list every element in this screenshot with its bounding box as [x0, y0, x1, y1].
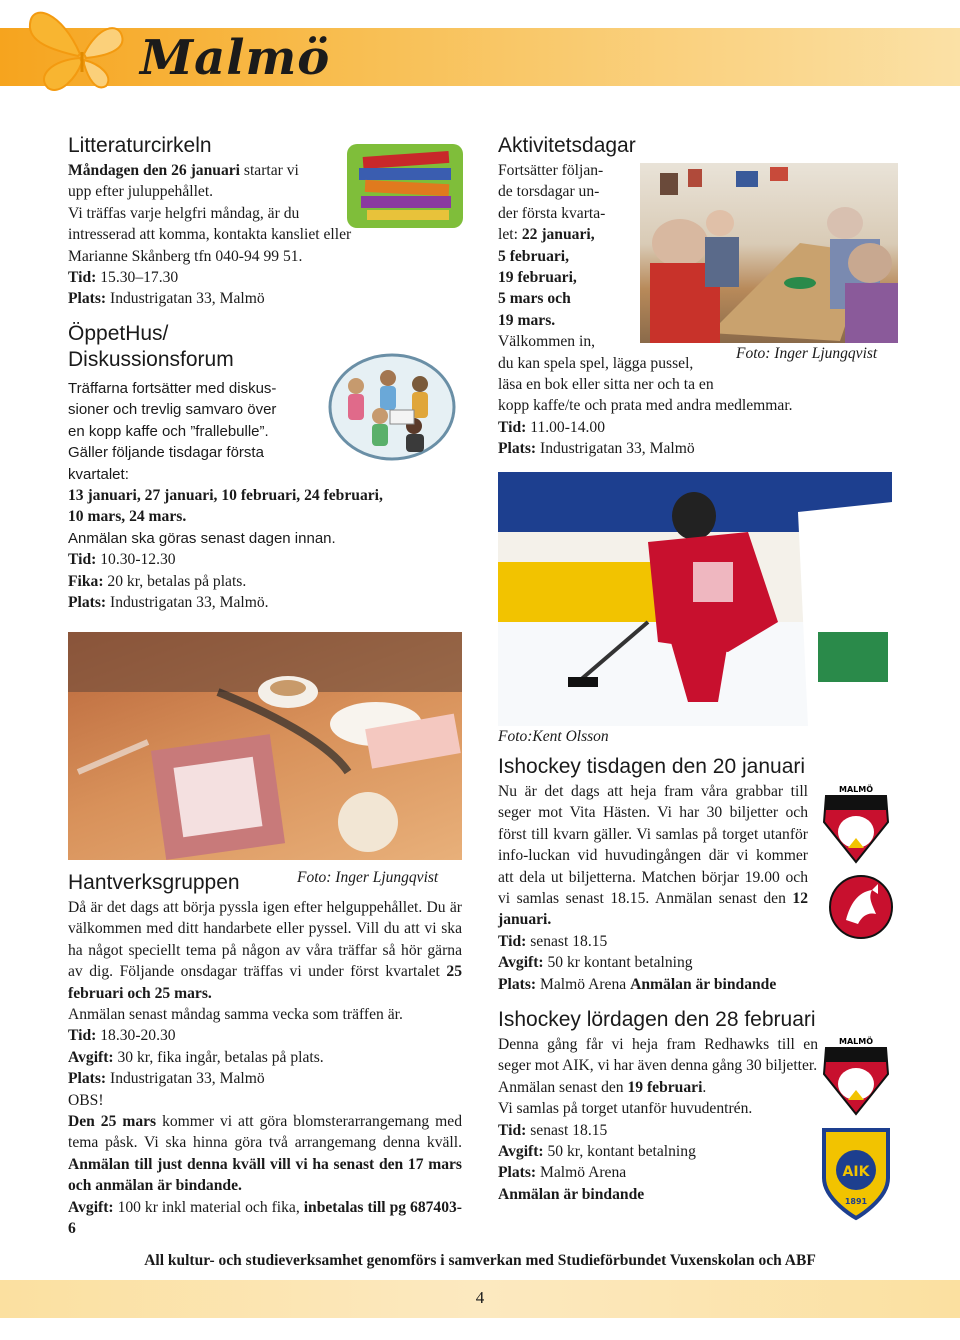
ish2-text: Vi samlas på torget utanför huvudentrén. [498, 1100, 753, 1118]
hant-obs: OBS! [68, 1091, 104, 1109]
footer-note: All kultur- och studieverksamhet genomförs i samverkan med Studieförbundet Vuxenskolan och ABF [144, 1252, 816, 1269]
label: Tid: [498, 932, 527, 950]
books-illustration [345, 140, 465, 230]
vita-hasten-logo-icon [828, 874, 894, 940]
label: Plats: [68, 290, 107, 308]
opp-text: Gäller följande tisdagar första [68, 444, 264, 462]
ish1-time: senast 18.15 [526, 932, 608, 950]
opp-text: Anmälan ska göras senast dagen innan. [68, 529, 336, 547]
activity-photo [640, 163, 898, 343]
lit-text: Marianne Skånberg tfn 040-94 99 51. [68, 247, 303, 265]
label: Tid: [498, 1121, 527, 1139]
ish2-fee: 50 kr, kontant betalning [543, 1143, 696, 1161]
lit-text: Vi träffas varje helgfri måndag, är du [68, 204, 300, 222]
lit-text: upp efter juluppehållet. [68, 183, 214, 201]
aik-logo-year: 1891 [844, 1197, 868, 1206]
hant-dates: 25 februari och 25 mars. [68, 963, 462, 1002]
ishockey-feb-title: Ishockey lördagen den 28 februari [498, 1008, 816, 1031]
hant-bold: Den 25 mars [68, 1113, 157, 1131]
hockey-photo-caption: Foto:Kent Olsson [498, 728, 609, 745]
opp-text: en kopp kaffe och ”frallebulle”. [68, 422, 269, 440]
lit-time: 15.30–17.30 [96, 269, 179, 287]
opp-fika: 20 kr, betalas på plats. [103, 572, 247, 590]
ish1-binding: Anmälan är bindande [630, 975, 777, 993]
opp-dates: 13 januari, 27 januari, 10 februari, 24 februari, [68, 487, 383, 505]
lit-date: Måndagen den 26 januari [68, 162, 240, 179]
akt-date: 19 februari, [498, 269, 577, 287]
label: Tid: [68, 269, 97, 287]
akt-date: 19 mars. [498, 311, 556, 329]
opp-place: Industrigatan 33, Malmö. [106, 594, 269, 612]
label: Tid: [68, 1027, 97, 1045]
opp-text: Träffarna fortsätter med diskus- [68, 380, 277, 397]
lit-text: intresserad att komma, kontakta kansliet eller [68, 226, 352, 244]
ish1-text: Nu är det dags att heja fram våra grabbar till seger mot Vita Hästen. Vi har 30 biljetter och först till kvarn gäller. Vi samlas på torget utanför info-luckan vid huvudingången där vi kommer att dela ut biljetterna. Matchen börjar 19.00 och vi samlas senast 18.15. Anmälan senast den [498, 783, 808, 908]
hant-text: Anmälan senast måndag samma vecka som träffen är. [68, 1006, 403, 1024]
hant-bold: Anmälan till just denna kväll vill vi ha senast den 17 mars och anmälan är bindande. [68, 1155, 462, 1195]
hantverksgruppen-title: Hantverksgruppen [68, 871, 240, 894]
lit-text: startar vi [240, 162, 299, 179]
redhawks-logo-text: MALMÖ [838, 1037, 874, 1046]
akt-text: Välkommen in, [498, 333, 596, 351]
ishockey-jan-section [498, 755, 808, 995]
ishockey-feb-section [498, 1008, 818, 1205]
label: Avgift: [68, 1048, 114, 1066]
label: Plats: [498, 975, 537, 993]
akt-text: kopp kaffe/te och prata med andra medlemmar. [498, 397, 793, 415]
ish1-fee: 50 kr kontant betalning [543, 954, 693, 972]
hant-text: 100 kr inkl material och fika, [113, 1198, 304, 1216]
oppethus-title-1: ÖppetHus/ [68, 322, 169, 345]
akt-place: Industrigatan 33, Malmö [536, 440, 695, 458]
handicraft-photo [68, 632, 462, 860]
akt-date: 5 februari, [498, 247, 570, 265]
opp-time: 10.30-12.30 [96, 551, 176, 569]
aktivitetsdagar-title: Aktivitetsdagar [498, 134, 636, 157]
hant-fee: 30 kr, fika ingår, betalas på plats. [113, 1048, 324, 1066]
akt-text: de torsdagar un- [498, 183, 600, 201]
akt-date: 22 januari, [521, 226, 595, 244]
opp-dates: 10 mars, 24 mars. [68, 508, 187, 526]
hant-text: kommer vi att göra blomsterarrangemang med tema påsk. Vi ska hinna göra två arrangemang denna kväll. [68, 1113, 462, 1152]
akt-date: 5 mars och [498, 290, 571, 308]
butterfly-icon [22, 2, 142, 94]
akt-text: Fortsätter följan- [498, 162, 604, 179]
hant-text: Då är det dags att börja pyssla igen efter helguppehållet. Du är välkommen med ditt handarbete eller pyssel. Vill du att vi ska ha något speciellt tema på någon av våra träffar så hör gärna av dig. Följande onsdagar träffas vi under först kvartalet [68, 899, 462, 981]
hant-bold: inbetalas till pg 687403-6 [68, 1198, 462, 1238]
label: Plats: [498, 440, 537, 458]
ish1-place: Malmö Arena [536, 975, 631, 993]
aik-logo-text: AIK [842, 1164, 870, 1180]
ish2-time: senast 18.15 [526, 1121, 608, 1139]
label: Tid: [498, 418, 527, 436]
ishockey-jan-title: Ishockey tisdagen den 20 januari [498, 755, 806, 778]
label: Avgift: [68, 1198, 114, 1216]
hantverksgruppen-section [68, 871, 462, 1240]
label: Plats: [498, 1164, 537, 1182]
ish2-text: . [702, 1078, 707, 1096]
redhawks-logo-text: MALMÖ [838, 785, 874, 794]
akt-text: du kan spela spel, lägga pussel, [498, 354, 694, 372]
opp-text: kvartalet: [68, 465, 129, 483]
activity-photo-caption: Foto: Inger Ljungqvist [736, 345, 878, 362]
akt-text: der första kvarta- [498, 204, 606, 222]
ish2-place: Malmö Arena [536, 1164, 627, 1182]
akt-text: läsa en bok eller sitta ner och ta en [498, 376, 714, 394]
litteraturcirkeln-title: Litteraturcirkeln [68, 134, 212, 157]
label: Fika: [68, 572, 104, 590]
label: Tid: [68, 551, 97, 569]
redhawks-logo-icon [818, 782, 894, 864]
aik-logo-icon [818, 1126, 894, 1222]
ish2-text: Denna gång får vi heja fram Redhawks till en seger mot AIK, vi har även denna gång 30 biljetter. [498, 1036, 818, 1075]
redhawks-logo-icon [818, 1034, 894, 1116]
label: Plats: [68, 1070, 107, 1088]
hockey-photo [498, 472, 892, 726]
akt-text: let: [498, 226, 522, 244]
ish2-binding: Anmälan är bindande [498, 1185, 645, 1203]
page-title: Malmö [140, 30, 331, 86]
page-number: 4 [475, 1288, 485, 1307]
hant-place: Industrigatan 33, Malmö [106, 1070, 265, 1088]
handicraft-photo-caption: Foto: Inger Ljungqvist [297, 869, 439, 886]
opp-text: sioner och trevlig samvaro över [68, 401, 277, 419]
label: Avgift: [498, 1143, 544, 1161]
ish2-date: 19 februari [627, 1078, 703, 1096]
lit-place: Industrigatan 33, Malmö [106, 290, 265, 308]
label: Avgift: [498, 954, 544, 972]
hant-time: 18.30-20.30 [96, 1027, 176, 1045]
discussion-illustration [326, 352, 458, 462]
ish2-text: Anmälan senast den [498, 1078, 628, 1096]
ish1-date: 12 januari. [498, 890, 808, 929]
oppethus-title-2: Diskussionsforum [68, 348, 234, 371]
akt-time: 11.00-14.00 [526, 418, 606, 436]
label: Plats: [68, 594, 107, 612]
